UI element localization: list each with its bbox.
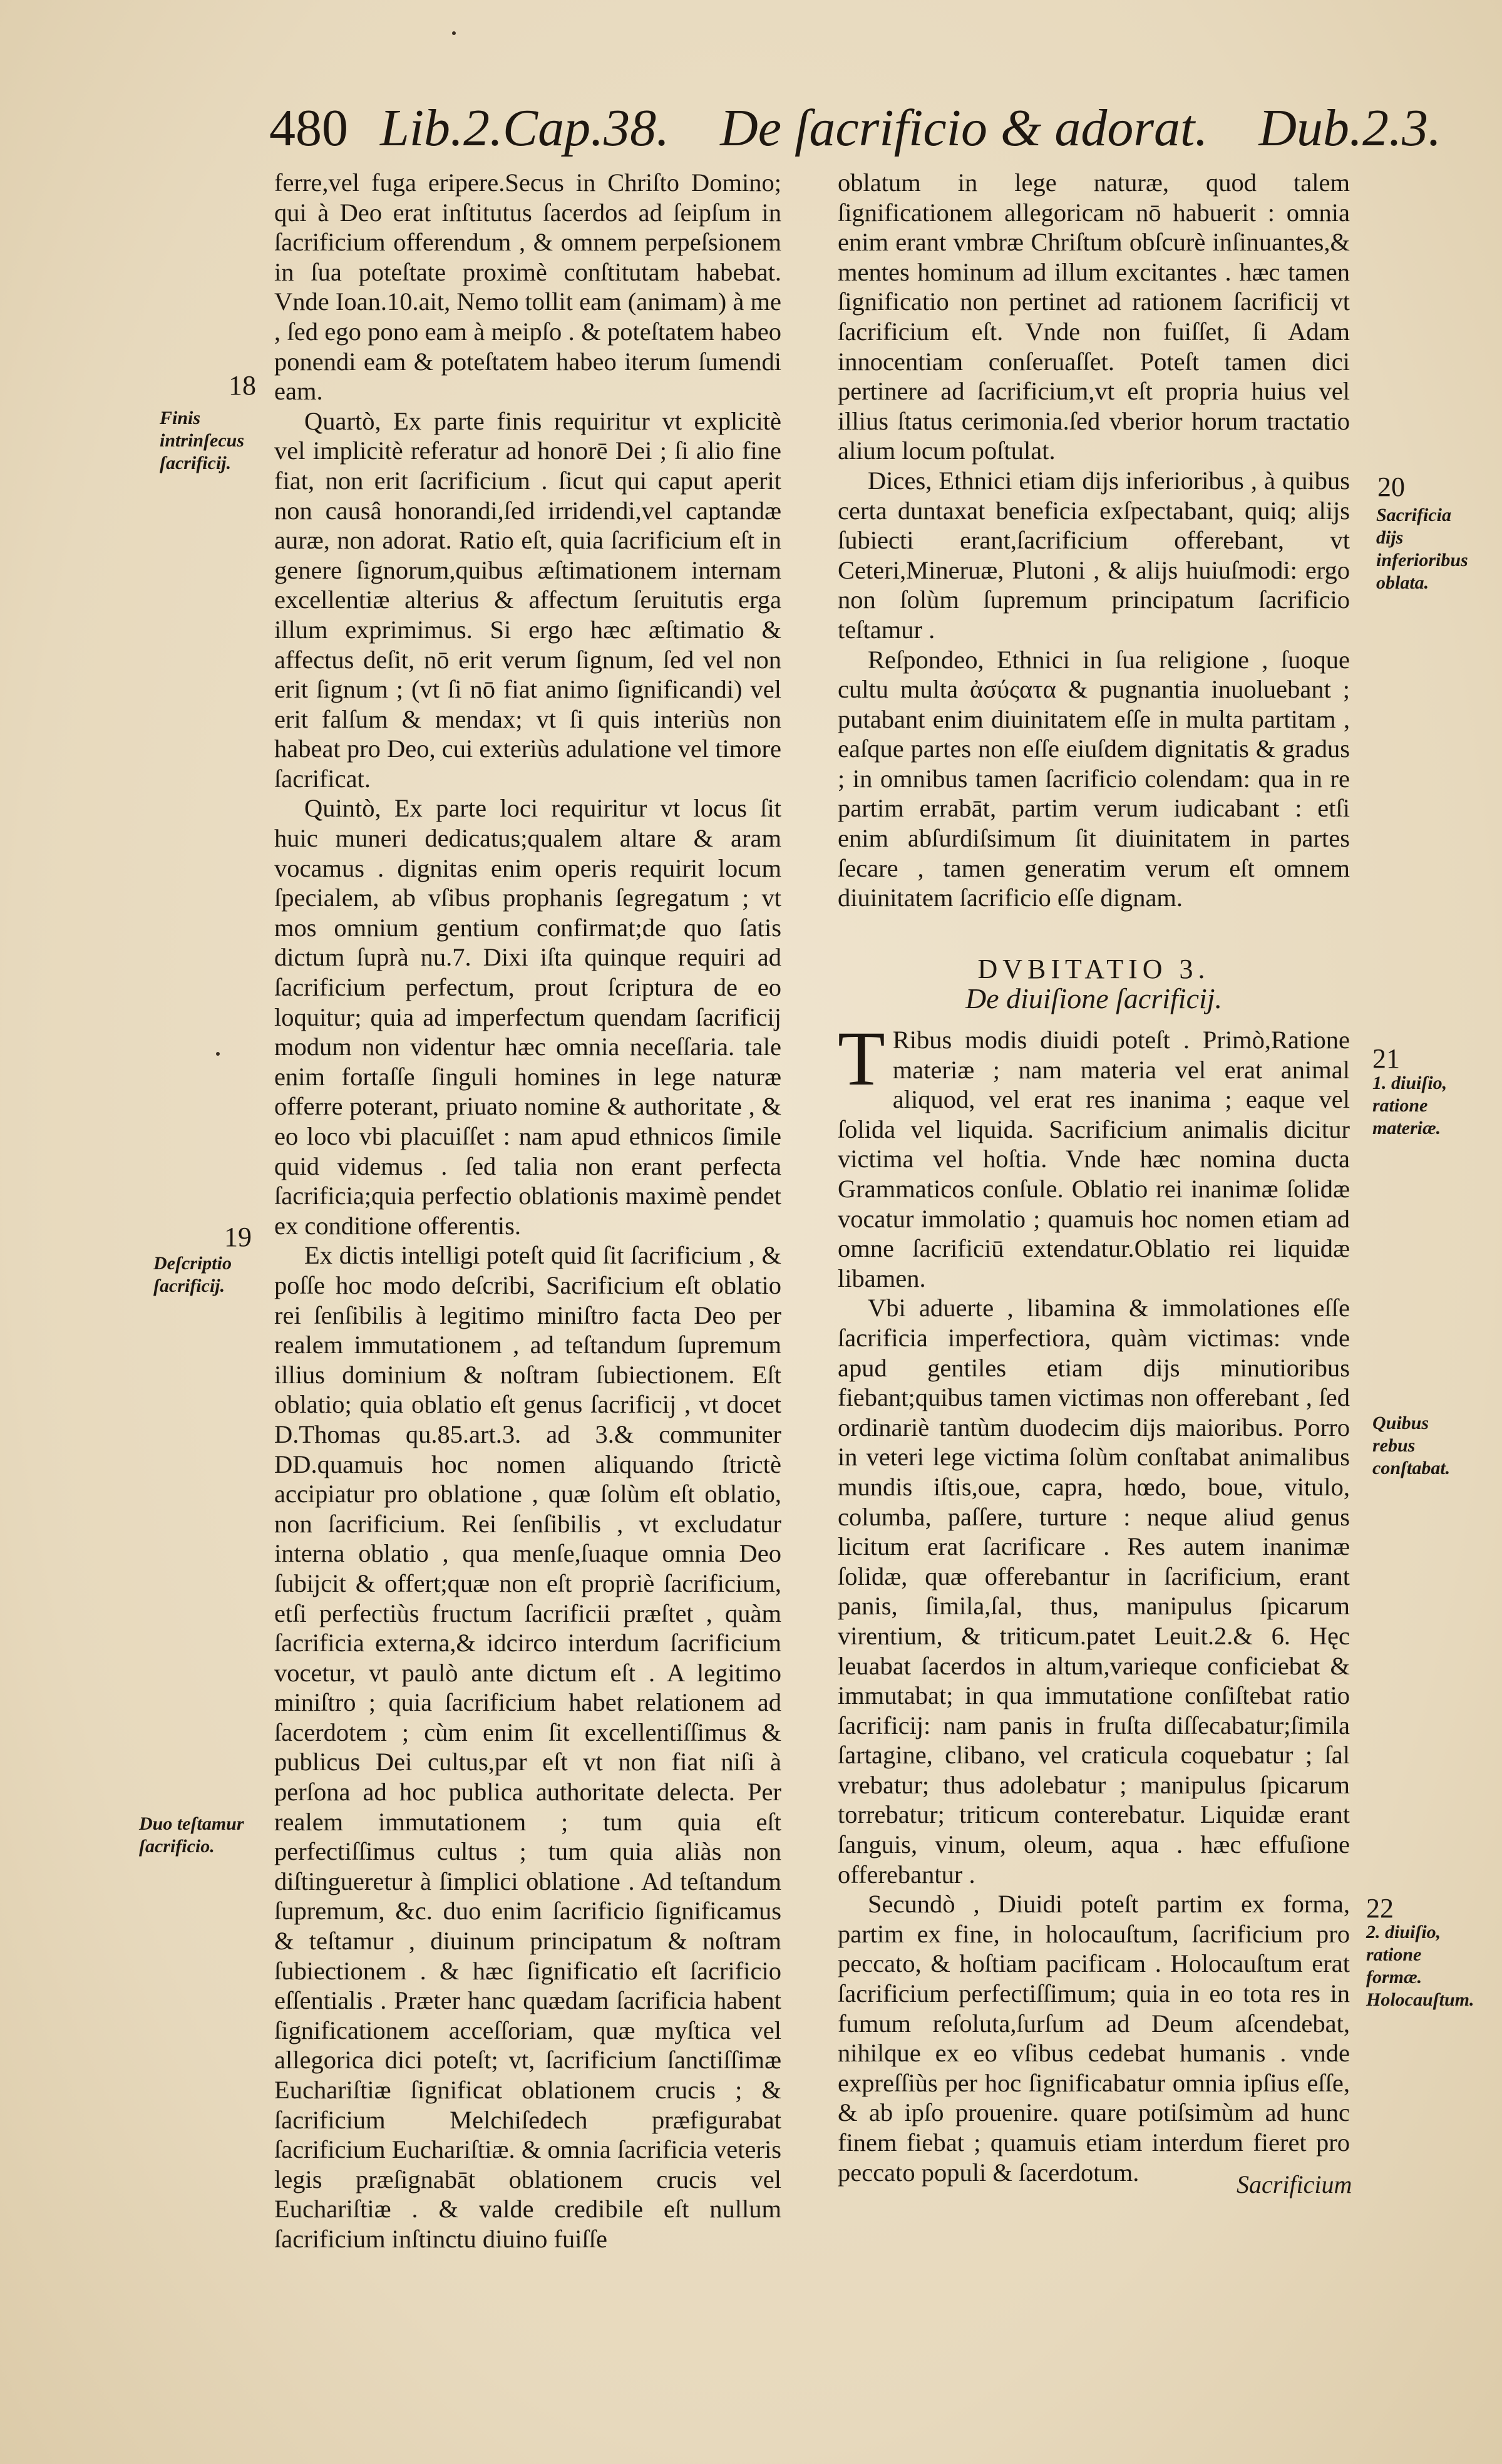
margin-note: 2. diuiſio, ratione formæ. Holocauſtum. xyxy=(1366,1922,1474,2010)
margin-note: 1. diuiſio, ratione materiæ. xyxy=(1372,1073,1448,1138)
page-number: 480 xyxy=(269,99,348,157)
paragraph: oblatum in lege naturæ, quod talem ſignificationem allegoricam nō habuerit : omnia enim erant vmbræ Chriſtum obſcurè inſinuantes,& mentes hominum ad illum excitantes . hæc tamen ſignificatio non pertinet ad rationem ſacrificij vt ſacrificium eſt. Vnde non fuiſſet, ſi Adam innocentiam conſeruaſſet. Poteſt tamen dici pertinere ad ſacrificium,vt eſt propria huius vel illius ſtatus cerimonia.ſed vberior horum tractatio alium locum poſtulat. xyxy=(838,168,1350,465)
paragraph-number: 21 xyxy=(1372,1043,1400,1074)
paragraph: Reſpondeo, Ethnici in ſua religione , ſuoque cultu multa ἀσύςατα & pugnantia inuoluebant ; putabant enim diuinitatem eſſe in multa partitam , eaſque partes non eſſe eiuſdem dignitatis & gradus ; in omnibus tamen ſacrificio colendam: qua in re partim errabāt, partim verum iudicabant : etſi enim abſurdiſsimum ſit diuinitatem in partes ſecare , tamen generatim verum eſt omnem diuinitatem ſacrificio eſſe dignam. xyxy=(838,645,1350,912)
paragraph-number: 19 xyxy=(224,1222,252,1252)
paragraph: ferre,vel fuga eripere.Secus in Chriſto Domino; qui à Deo erat inſtitutus ſacerdos ad ſeipſum in ſacrificium offerendum , & omnem perpeſsionem in ſua poteſtate proximè conſtitutam habebat. Vnde Ioan.10.ait, Nemo tollit eam (animam) à me , ſed ego pono eam à meipſo . & poteſtatem habeo ponendi eam & poteſtatem habeo iterum ſumendi eam. xyxy=(274,168,781,406)
paragraph: Vbi aduerte , libamina & immolationes eſſe ſacrificia imperfectiora, quàm victimas: vnde apud gentiles etiam dijs minutioribus fiebant;quibus tamen victimas non offerebant , ſed ordinariè tantùm duodecim dijs maioribus. Porro in veteri lege victima ſolùm conſtabat animalibus mundis iſtis,oue, capra, hœdo, boue, vitulo, columba, paſſere, turture : neque aliud genus licitum erat ſacrificare . Res autem inanimæ ſolidæ, quæ offerebantur in ſacrificium, erant panis, ſimila,ſal, thus, manipulus ſpicarum virentium, & triticum.patet Leuit.2.& 6. Hęc leuabat ſacerdos in altum,varieque conficiebat & immutabat; in qua immutatione conſiſtebat ratio ſacrificij: nam panis in fruſta diſſecabatur;ſimila ſartagine, clibano, vel craticula coquebatur ; ſal vrebatur; thus adolebatur ; manipulus ſpicarum torrebatur; triticum conterebatur. Liquidæ erant ſanguis, vinum, oleum, aqua . hæc effuſione offerebantur . xyxy=(838,1294,1350,1889)
right-column xyxy=(838,168,1350,2187)
paragraph-number: 18 xyxy=(229,370,256,401)
print-speck xyxy=(216,1052,220,1056)
margin-note: Quibus rebus conſtabat. xyxy=(1372,1413,1451,1478)
paragraph: Secundò , Diuidi poteſt partim ex forma, partim ex fine, in holocauſtum, ſacrificium pro peccato, & hoſtiam pacificam . Holocauſtum erat ſacrificium perfectiſſimum; quia in eo tota res in fumum reſoluta,ſurſum ad Deum aſcendebat, nihilque ex eo vſibus cedebat humanis . vnde expreſſiùs per hoc ſignificabatur omnia ipſius eſſe, & ab ipſo prouenire. quare potiſsimùm ad hunc finem fiebat ; quamuis etiam interdum fieret pro peccato populi & ſacerdotum. xyxy=(838,1890,1350,2187)
paragraph: Dices, Ethnici etiam dijs inferioribus , à quibus certa duntaxat beneficia exſpectabant, quiq; alijs ſubiecti erant,ſacrificium offerebant, vt Ceteri,Mineruæ, Plutoni , & alijs huiuſmodi: ergo non ſolùm ſupremum principatum ſacrificio teſtamur . xyxy=(838,466,1350,644)
left-column xyxy=(274,168,781,2254)
paragraph-text: Ribus modis diuidi poteſt . Primò,Ratione materiæ ; nam materia vel erat animal aliquod, vel erat res inanima ; eaque vel ſolida vel liquida. Sacrificium animalis dicitur victima vel hoſtia. Vnde hæc nomina ducta Grammaticos conſule. Oblatio rei inanimæ ſolidæ vocatur immolatio ; quamuis hoc nomen etiam ad omne ſacrificiū extendatur.Oblatio rei liquidæ libamen. xyxy=(838,1026,1350,1292)
dubium-reference: Dub.2.3. xyxy=(1258,99,1442,157)
paragraph-with-dropcap xyxy=(838,1016,1350,1293)
running-title: De ſacrificio & adorat. xyxy=(720,99,1208,157)
catchword: Sacrificium xyxy=(1237,2170,1352,2199)
margin-note: Deſcriptio ſacrificij. xyxy=(153,1253,232,1296)
paragraph-number: 22 xyxy=(1366,1893,1394,1924)
dubitatio-subheading: De diuiſione ſacrificij. xyxy=(965,982,1223,1015)
paragraph-number: 20 xyxy=(1377,472,1405,502)
margin-note: Sacrificia dijs inferioribus oblata. xyxy=(1376,505,1468,593)
dubitatio-heading: DVBITATIO 3. xyxy=(977,953,1210,984)
book-chapter: Lib.2.Cap.38. xyxy=(380,99,670,157)
paragraph: Ex dictis intelligi poteſt quid ſit ſacrificium , & poſſe hoc modo deſcribi, Sacrificium eſt oblatio rei ſenſibilis à legitimo miniſtro facta Deo per realem immutationem , ad teſtandum ſupremum illius dominium & noſtram ſubiectionem. Eſt oblatio; quia oblatio eſt genus ſacrificij , vt docet D.Thomas qu.85.art.3. ad 3.& communiter DD.quamuis hoc nomen aliquando ſtrictè accipiatur pro oblatione , quæ ſolùm eſt oblatio, non ſacrificium. Rei ſenſibilis , vt excludatur interna oblatio , qua menſe,ſuaque omnia Deo ſubijcit & offert;quæ non eſt propriè ſacrificium, etſi perfectiùs fructum ſacrificii præſtet , quàm ſacrificia externa,& idcirco interdum ſacrificium vocetur, vt paulò ante dictum eſt . A legitimo miniſtro ; quia ſacrificium habet relationem ad ſacerdotem ; cùm enim ſit excellentiſſimus & publicus Dei cultus,par eſt vt non fiat niſi à perſona ad hoc publica authoritate delecta. Per realem immutationem ; tum quia eſt perfectiſſimus cultus ; tum quia aliàs non diſtingueretur à ſimplici oblatione . Ad teſtandum ſupremum, &c. duo enim ſacrificio ſignificamus & teſtamur , diuinum principatum & noſtram ſubiectionem . & hæc ſignificatio eſt ſacrificio eſſentialis . Præter hanc quædam ſacrificia habent ſignificationem acceſſoriam, quæ myſtica vel allegorica dici poteſt; vt, ſacrificium ſanctiſſimæ Euchariſtiæ ſignificat oblationem crucis ; & ſacrificium Melchiſedech præfigurabat ſacrificium Euchariſtiæ. & omnia ſacrificia veteris legis præſignabāt oblationem crucis vel Euchariſtiæ . & valde credibile eſt nullum ſacrificium inſtinctu diuino fuiſſe xyxy=(274,1241,781,2253)
paragraph: Quintò, Ex parte loci requiritur vt locus ſit huic muneri dedicatus;qualem altare & aram vocamus . dignitas enim operis requirit locum ſpecialem, ab vſibus prophanis ſegregatum ; vt mos omnium gentium confirmat;de quo ſatis dictum ſuprà nu.7. Dixi iſta quinque requiri ad ſacrificium perfectum, prout ſcriptura de eo loquitur; quia ad imperfectum quendam ſacrificij modum non videntur hæc omnia neceſſaria. tale enim fortaſſe ſinguli homines in lege naturæ offerre poterant, priuato nomine & authoritate , & eo loco vbi placuiſſet : nam apud ethnicos ſimile quid videmus . ſed talia non erant perfecta ſacrificia;quia perfectio oblationis maximè pendet ex conditione offerentis. xyxy=(274,794,781,1240)
drop-capital: T xyxy=(838,1016,885,1102)
running-header xyxy=(269,94,1442,163)
margin-note: Finis intrinſecus ſacrificij. xyxy=(160,408,245,473)
margin-note: Duo teſtamur ſacrificio. xyxy=(139,1813,244,1857)
print-speck xyxy=(452,31,456,35)
paragraph: Quartò, Ex parte finis requiritur vt explicitè vel implicitè referatur ad honorē Dei ; ſi alio fine fiat, non erit ſacrificium . ſicut qui caput aperit non causâ honorandi,ſed irridendi,vel captandæ auræ, non adorat. Ratio eſt, quia ſacrificium eſt in genere ſignorum,quibus æſtimationem internam excellentiæ alterius & affectum ſeruitutis erga illum exprimimus. Si ergo hæc æſtimatio & affectus deſit, nō erit verum ſignum, ſed vel non erit ſignum ; (vt ſi nō fiat animo ſignificandi) vel erit falſum & mendax; vt ſi quis interiùs non habeat pro Deo, cui exteriùs adulatione vel timore ſacrificat. xyxy=(274,406,781,793)
